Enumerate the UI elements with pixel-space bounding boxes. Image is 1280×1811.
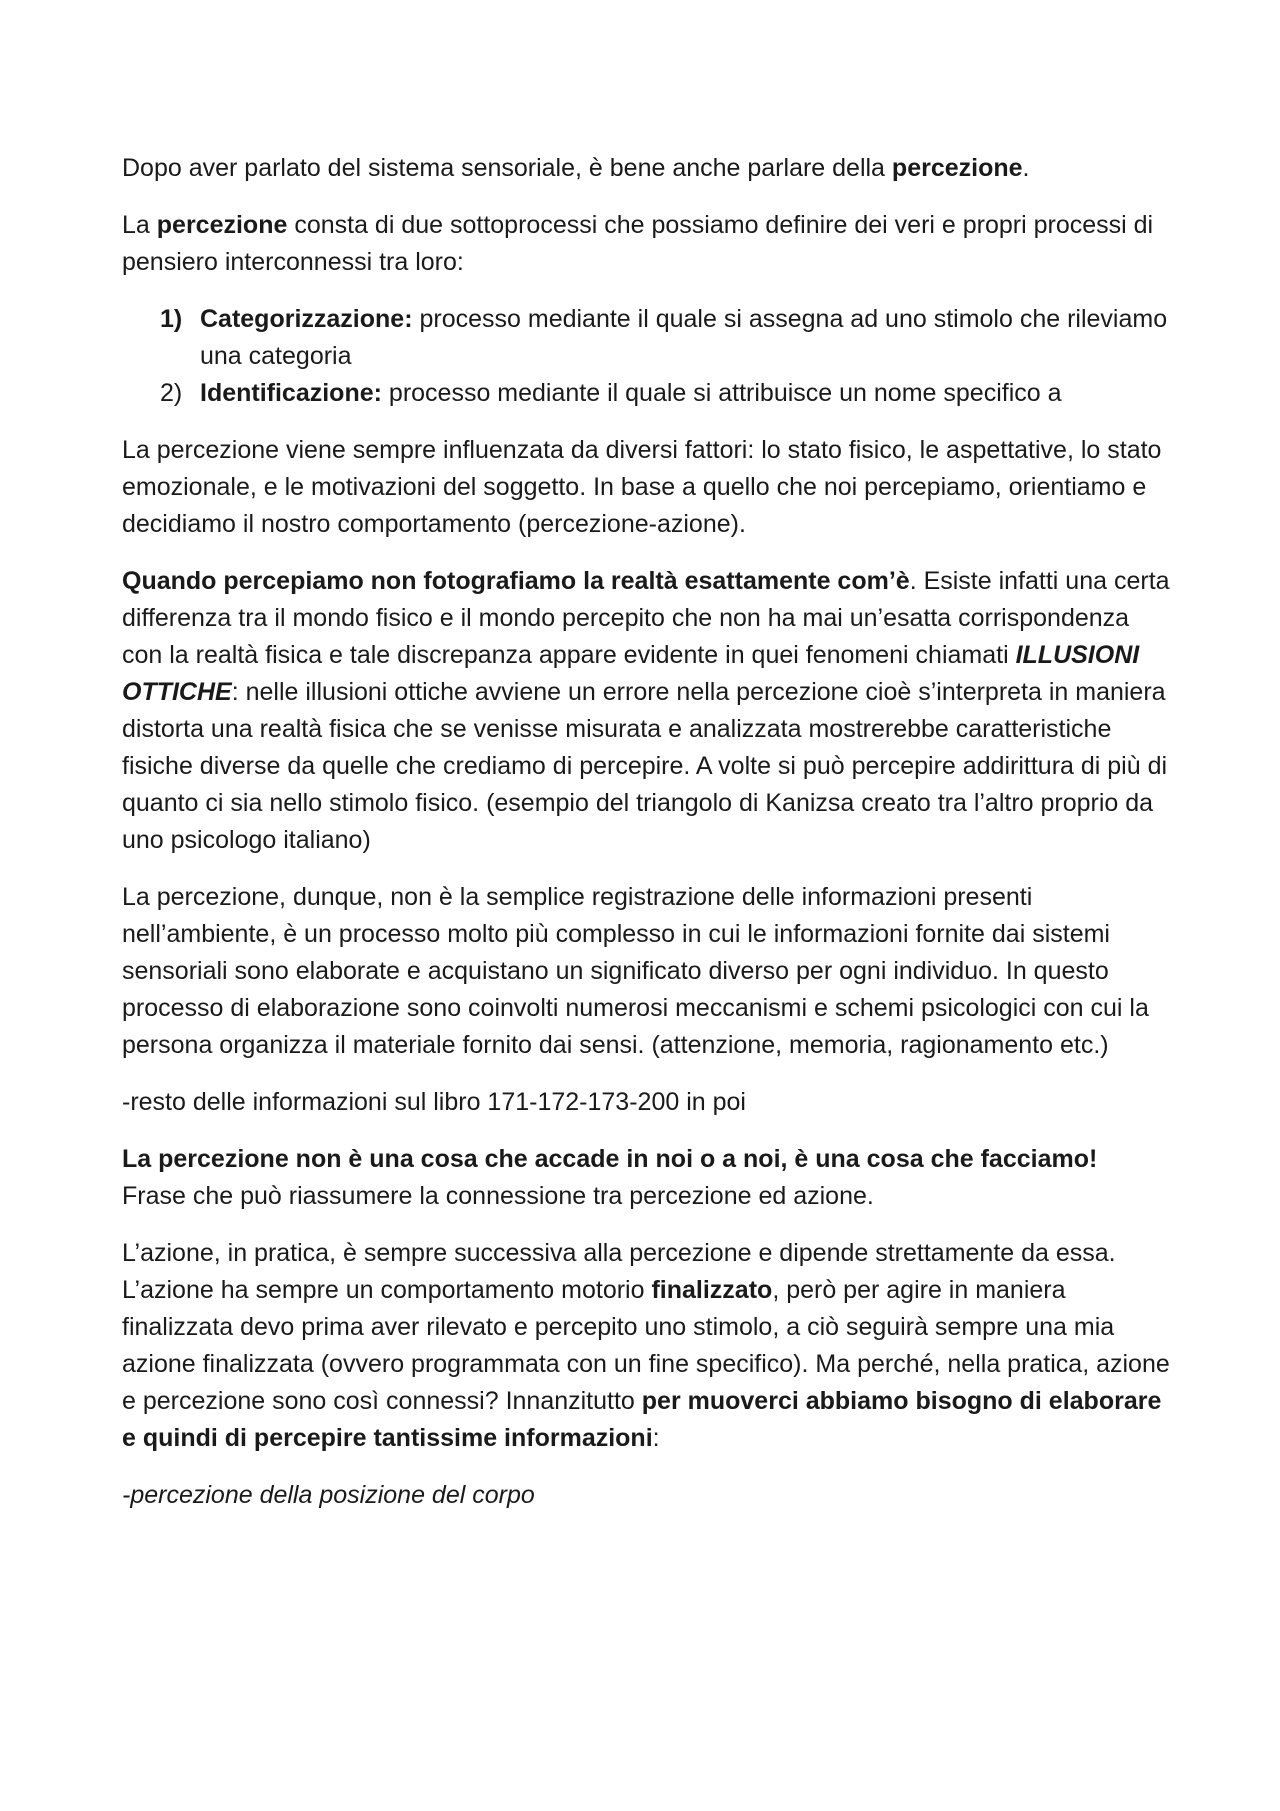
paragraph-influences: La percezione viene sempre influenzata da diversi fattori: lo stato fisico, le aspettative, lo stato emozionale, e le motivazioni del soggetto. In base a quello che noi percepiamo, orientiamo e decidiamo il nostro comportamento (percezione-azione). [122, 436, 1162, 538]
list-number: 2) [160, 379, 183, 407]
list-term: Identificazione: [200, 379, 382, 407]
paragraph-book-reference: -resto delle informazioni sul libro 171-172-173-200 in poi [122, 1088, 746, 1116]
list-text: processo mediante il quale si assegna ad uno stimolo che rileviamo una categoria [200, 305, 1168, 370]
subprocess-list [122, 301, 1172, 412]
list-item-identificazione [122, 375, 1172, 412]
list-item-categorizzazione [122, 301, 1172, 375]
document-page [122, 150, 1172, 1534]
paragraph-action: L’azione, in pratica, è sempre successiva alla percezione e dipende strettamente da essa. L’azione ha sempre un comportamento motorio finalizzato, però per agire in maniera finalizzata devo prima aver rilevato e percepito uno stimolo, a ciò seguirà sempre una mia azione finalizzata (ovvero programmata con un fine specifico). Ma perché, nella pratica, azione e percezione sono così connessi? Innanzitutto per muoverci abbiamo bisogno di elaborare e quindi di percepire tantissime informazioni: [122, 1239, 1170, 1452]
list-text: processo mediante il quale si attribuisce un nome specifico a [381, 379, 1062, 407]
paragraph-key-phrase: La percezione non è una cosa che accade in noi o a noi, è una cosa che facciamo! Frase che può riassumere la connessione tra percezione ed azione. [122, 1145, 1098, 1210]
paragraph-perception-definition: La percezione consta di due sottoprocessi che possiamo definire dei veri e propri processi di pensiero interconnessi tra loro: [122, 211, 1154, 276]
paragraph-processing: La percezione, dunque, non è la semplice registrazione delle informazioni presenti nell’ambiente, è un processo molto più complesso in cui le informazioni fornite dai sistemi sensoriali sono elaborate e acquistano un significato diverso per ogni individuo. In questo processo di elaborazione sono coinvolti numerosi meccanismi e schemi psicologici con cui la persona organizza il materiale fornito dai sensi. (attenzione, memoria, ragionamento etc.) [122, 883, 1149, 1059]
list-term: Categorizzazione: [200, 305, 413, 333]
paragraph-intro: Dopo aver parlato del sistema sensoriale, è bene anche parlare della percezione. [122, 154, 1030, 182]
paragraph-illusions: Quando percepiamo non fotografiamo la realtà esattamente com’è. Esiste infatti una certa differenza tra il mondo fisico e il mondo percepito che non ha mai un’esatta corrispondenza con la realtà fisica e tale discrepanza appare evidente in quei fenomeni chiamati ILLUSIONI OTTICHE: nelle illusioni ottiche avviene un errore nella percezione cioè s’interpreta in maniera distorta una realtà fisica che se venisse misurata e analizzata mostrerebbe caratteristiche fisiche diverse da quelle che crediamo di percepire. A volte si può percepire addirittura di più di quanto ci sia nello stimolo fisico. (esempio del triangolo di Kanizsa creato tra l’altro proprio da uno psicologo italiano) [122, 567, 1170, 854]
paragraph-body-position: -percezione della posizione del corpo [122, 1481, 535, 1509]
list-number: 1) [160, 305, 183, 333]
